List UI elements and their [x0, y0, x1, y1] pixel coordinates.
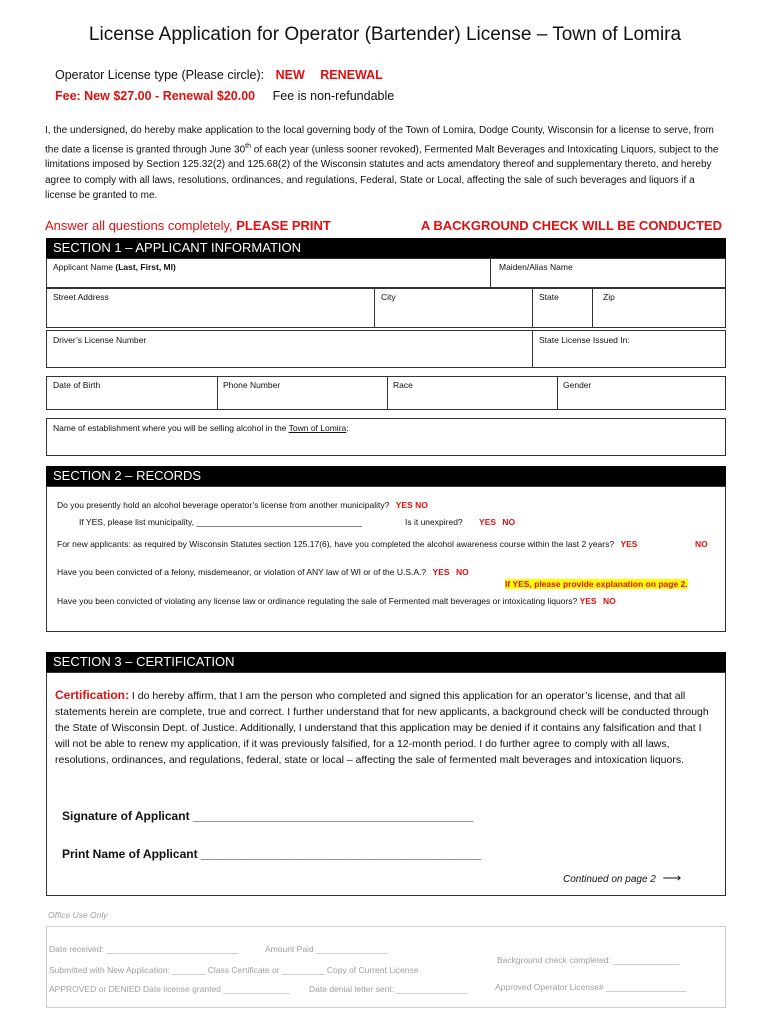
certification-text: Certification: I do hereby affirm, that I am the person who completed and signed this application for an operator’s license, and that all statements herein are complete, true and correct. I further understand that for new applicants, a background check will be conducted through the State of Wisconsin Dept. of Justice. Additionally, I understand that this application may be denied if it contains any falsification and that I will not be able to renew my application, if it was previously falsified, for a 12-month period. I do further agree to comply with all laws, resolutions, ordinances, and regulations, federal, state or local – affecting the sale of fermented malt beverages and intoxication liquors.: [55, 688, 709, 766]
amount-paid: Amount Paid _______________: [265, 944, 387, 954]
question-awareness-course: For new applicants: as required by Wisconsin Statutes section 125.17(6), have you completed the alcohol awareness course within the last 2 years? YES: [57, 539, 638, 549]
dl-label: Driver’s License Number: [53, 335, 147, 345]
q4-yes[interactable]: YES: [579, 596, 597, 606]
office-use-box: [46, 926, 726, 1008]
state-label: State: [539, 292, 559, 302]
arrow-right-icon: ⟶: [662, 870, 682, 885]
background-check-notice: A BACKGROUND CHECK WILL BE CONDUCTED: [420, 218, 722, 233]
section3-header: SECTION 3 – CERTIFICATION: [46, 652, 726, 672]
row-dl: [46, 330, 726, 368]
phone-label: Phone Number: [223, 380, 281, 390]
maiden-label: Maiden/Alias Name: [499, 262, 573, 272]
signature-line[interactable]: Signature of Applicant __________________________________________: [62, 809, 474, 823]
city-label: City: [381, 292, 396, 302]
question-license-violation: Have you been convicted of violating any license law or ordinance regulating the sale of Fermented malt beverages or intoxicating liquors? YES NO: [57, 596, 616, 606]
unexpired-question: Is it unexpired? YES NO: [405, 517, 516, 527]
date-received: Date received: ____________________________: [49, 944, 239, 954]
section2-box: [46, 486, 726, 632]
license-type-row: [55, 68, 383, 82]
unexpired-yes[interactable]: YES: [479, 517, 497, 527]
city-field[interactable]: [374, 289, 533, 327]
establishment-field[interactable]: [46, 418, 726, 456]
office-use-title: Office Use Only: [48, 910, 108, 920]
explanation-note: If YES, please provide explanation on page 2.: [505, 579, 688, 589]
row-name: [46, 258, 726, 288]
license-type-label: Operator License type (Please circle):: [55, 68, 265, 82]
q2-no[interactable]: NO: [695, 539, 708, 549]
print-name-line[interactable]: Print Name of Applicant __________________________________________: [62, 847, 482, 861]
continued-note: Continued on page 2 ⟶: [563, 870, 682, 885]
option-new[interactable]: NEW: [275, 68, 305, 82]
row-address: [46, 288, 726, 328]
approved-denied: APPROVED or DENIED Date license granted ______________: [49, 984, 290, 994]
q2-yes[interactable]: YES: [620, 539, 638, 549]
question-conviction: Have you been convicted of a felony, misdemeanor, or violation of ANY law of WI or of the U.S.A.? YES NO: [57, 567, 469, 577]
option-renewal[interactable]: RENEWAL: [320, 68, 383, 82]
section1-header: SECTION 1 – APPLICANT INFORMATION: [46, 238, 726, 258]
establishment-label: Name of establishment where you will be selling alcohol in the Town of Lomira:: [53, 423, 349, 433]
q4-no[interactable]: NO: [602, 596, 616, 606]
unexpired-no[interactable]: NO: [502, 517, 516, 527]
gender-label: Gender: [563, 380, 592, 390]
zip-label: Zip: [603, 292, 615, 302]
q1-yes[interactable]: YES: [395, 500, 413, 510]
dl-state-label: State License Issued In:: [539, 335, 630, 345]
applicant-name-label: Applicant Name (Last, First, MI): [53, 262, 176, 272]
row-personal: [46, 376, 726, 410]
background-check-completed: Background check completed: ______________: [497, 955, 680, 965]
denial-letter: Date denial letter sent: _______________: [309, 984, 468, 994]
section3-box: [46, 672, 726, 896]
intro-paragraph: I, the undersigned, do hereby make application to the local governing body of the Town of Lomira, Dodge County, Wisconsin for a license to serve, from the date a license is granted through June 30th of each year (unless sooner revoked), Fermented Malt Beverages and Intoxicating Liquors, subject to the limitations imposed by Section 125.32(2) and 125.68(2) of the Wisconsin statutes and acts amendatory thereof and supplementary thereto, and hereby agree to comply with all laws, resolutions, ordinances, and regulations, Federal, State or Local, affecting the sale of such beverages and liquors if a license be granted to me.: [45, 125, 719, 202]
page-title: License Application for Operator (Bartender) License – Town of Lomira: [88, 24, 682, 45]
fee-note: Fee is non-refundable: [272, 89, 395, 103]
section2-header: SECTION 2 – RECORDS: [46, 466, 726, 486]
q3-no[interactable]: NO: [455, 567, 469, 577]
fee-row: [55, 89, 394, 103]
submitted-with: Submitted with New Application: _______ Class Certificate or _________ Copy of Current License: [49, 965, 419, 975]
race-label: Race: [393, 380, 413, 390]
instructions-left: Answer all questions completely, PLEASE PRINT: [45, 218, 331, 233]
question-other-license: Do you presently hold an alcohol beverage operator’s license from another municipality? YES NO: [57, 500, 428, 510]
fee-text: Fee: New $27.00 - Renewal $20.00: [55, 89, 256, 103]
q1-no[interactable]: NO: [415, 500, 428, 510]
street-label: Street Address: [53, 292, 109, 302]
dob-label: Date of Birth: [53, 380, 101, 390]
municipality-line[interactable]: If YES, please list municipality, ___________________________________: [79, 517, 362, 527]
approved-license-number: Approved Operator License# _________________: [495, 982, 687, 992]
q3-yes[interactable]: YES: [432, 567, 450, 577]
